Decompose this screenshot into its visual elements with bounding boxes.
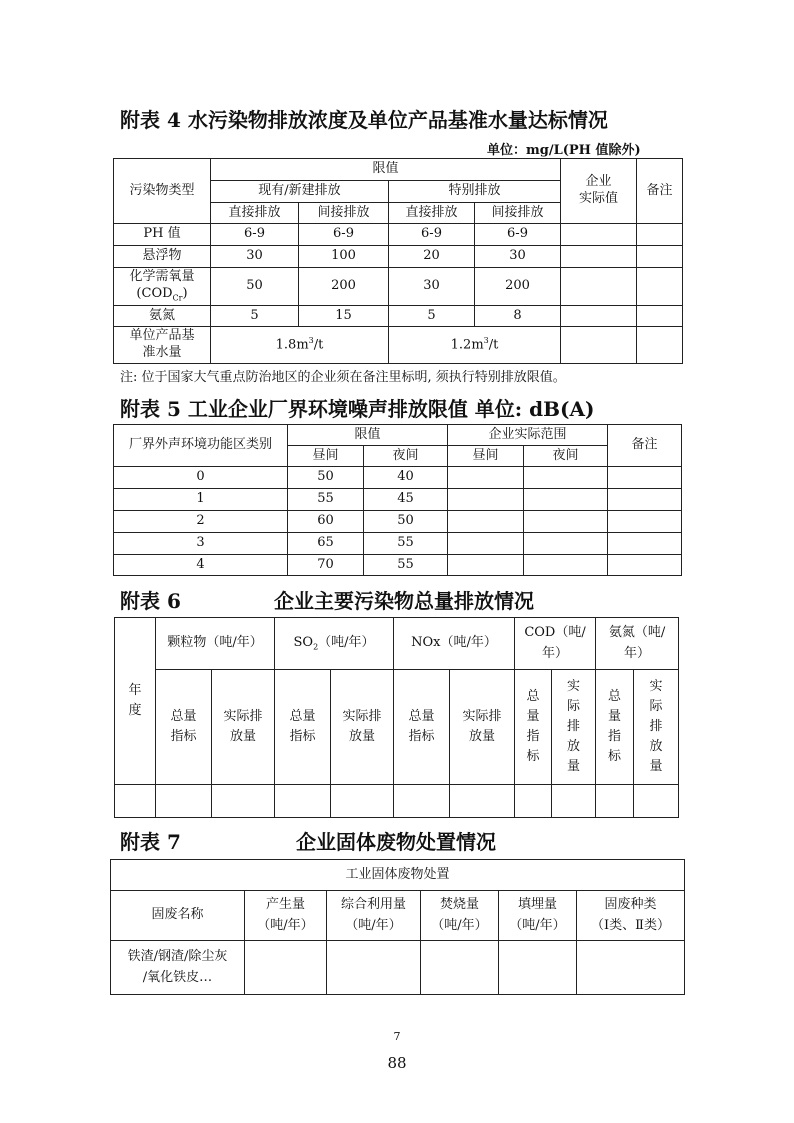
header-actual-vertical: 实 际 排 放 量 (634, 670, 679, 785)
cell: 50 (364, 511, 448, 533)
header-quota: 总量 指标 (275, 670, 331, 785)
table4-note: 注: 位于国家大气重点防治地区的企业须在备注里标明, 须执行特别排放限值。 (120, 370, 566, 385)
header-limit: 限值 (288, 425, 448, 446)
header-generated: 产生量 （吨/年） (245, 891, 327, 941)
cell: 55 (364, 533, 448, 555)
header-existing-new: 现有/新建排放 (211, 181, 389, 203)
header-landfilled: 填埋量 （吨/年） (499, 891, 577, 941)
row-label: 化学需氧量 $(COD_{Cr})$ (114, 268, 211, 306)
header-actual: 实际排 放量 (212, 670, 275, 785)
table-row (114, 268, 683, 306)
header-area-class: 厂界外声环境功能区类别 (114, 425, 288, 467)
table-row (114, 327, 683, 364)
header-year: 年 度 (115, 618, 156, 785)
row-label: 单位产品基 准水量 (114, 327, 211, 364)
header-ammonia: 氨氮（吨/ 年） (596, 618, 679, 670)
cell (275, 785, 331, 818)
cell (561, 268, 637, 306)
cell (608, 555, 682, 576)
table5-noise-limits (113, 424, 682, 576)
cell (524, 489, 608, 511)
table-row (114, 467, 682, 489)
table7-solid-waste (110, 859, 685, 995)
cell (115, 785, 156, 818)
header-remark: 备注 (608, 425, 682, 467)
cell (637, 268, 683, 306)
header-day: 昼间 (288, 446, 364, 467)
cell (577, 941, 685, 995)
table5-title: 附表 5 工业企业厂界环境噪声排放限值 单位: dB(A) (120, 397, 595, 421)
cell: 5 (389, 306, 475, 327)
header-actual-vertical: 实 际 排 放 量 (552, 670, 596, 785)
header-particulate: 颗粒物（吨/年） (156, 618, 275, 670)
cell: 55 (288, 489, 364, 511)
cell (212, 785, 275, 818)
page-number: 7 (393, 1030, 401, 1043)
table4-unit: 单位：mg/L(PH 值除外) (487, 143, 641, 158)
cell (448, 555, 524, 576)
cell (637, 246, 683, 268)
cell: 200 (475, 268, 561, 306)
cell (561, 306, 637, 327)
cell: 0 (114, 467, 288, 489)
cell: 30 (475, 246, 561, 268)
cell (608, 533, 682, 555)
cell (524, 533, 608, 555)
cell (524, 511, 608, 533)
cell: 6-9 (389, 224, 475, 246)
cell (448, 533, 524, 555)
table-row (115, 785, 679, 818)
cell (608, 489, 682, 511)
cell: 40 (364, 467, 448, 489)
header-waste-class: 固废种类 （Ⅰ类、Ⅱ类） (577, 891, 685, 941)
cell: 200 (299, 268, 389, 306)
cell: 6-9 (299, 224, 389, 246)
header-actual-value: 企业 实际值 (561, 159, 637, 224)
cell (156, 785, 212, 818)
cell (552, 785, 596, 818)
cell: 30 (211, 246, 299, 268)
cell (561, 224, 637, 246)
header-quota: 总量 指标 (156, 670, 212, 785)
cell (515, 785, 552, 818)
cell (499, 941, 577, 995)
cell: 4 (114, 555, 288, 576)
table-row (114, 511, 682, 533)
table-row (114, 224, 683, 246)
cell (637, 224, 683, 246)
header-indirect: 间接排放 (475, 203, 561, 224)
cell: $1.8m^3/t$ (211, 327, 389, 364)
table4-water-pollutants (113, 158, 683, 364)
cell: 100 (299, 246, 389, 268)
cell: 70 (288, 555, 364, 576)
cell: 45 (364, 489, 448, 511)
cell: 2 (114, 511, 288, 533)
table-row (114, 306, 683, 327)
cell (561, 246, 637, 268)
cell: 6-9 (211, 224, 299, 246)
cell (450, 785, 515, 818)
header-quota-vertical: 总 量 指 标 (515, 670, 552, 785)
header-cod: COD（吨/ 年） (515, 618, 596, 670)
cell (245, 941, 327, 995)
table4-title: 附表 4 水污染物排放浓度及单位产品基准水量达标情况 (120, 108, 608, 132)
cell (448, 467, 524, 489)
header-day: 昼间 (448, 446, 524, 467)
cell: 65 (288, 533, 364, 555)
table-row (114, 555, 682, 576)
cell (596, 785, 634, 818)
cell: 50 (211, 268, 299, 306)
cell (637, 306, 683, 327)
table6-total-emissions (114, 617, 679, 818)
cell (331, 785, 394, 818)
header-incinerated: 焚烧量 （吨/年） (421, 891, 499, 941)
cell: 50 (288, 467, 364, 489)
table-row (114, 246, 683, 268)
table7-title-label: 附表 7 (120, 830, 181, 854)
cell (448, 511, 524, 533)
cell (448, 489, 524, 511)
header-indirect: 间接排放 (299, 203, 389, 224)
cell: 3 (114, 533, 288, 555)
header-quota-vertical: 总 量 指 标 (596, 670, 634, 785)
header-waste-name: 固废名称 (111, 891, 245, 941)
cell (608, 467, 682, 489)
cell (394, 785, 450, 818)
header-pollutant-type: 污染物类型 (114, 159, 211, 224)
row-label: 铁渣/钢渣/除尘灰 /氧化铁皮… (111, 941, 245, 995)
cell: 5 (211, 306, 299, 327)
cell: $1.2m^3/t$ (389, 327, 561, 364)
cell (421, 941, 499, 995)
cell (608, 511, 682, 533)
cell (634, 785, 679, 818)
row-label: 悬浮物 (114, 246, 211, 268)
table7-title: 企业固体废物处置情况 (296, 830, 496, 854)
cell: 20 (389, 246, 475, 268)
cell: 6-9 (475, 224, 561, 246)
cell: 8 (475, 306, 561, 327)
header-special: 特别排放 (389, 181, 561, 203)
cell (524, 555, 608, 576)
cell (327, 941, 421, 995)
header-nox: NOx（吨/年） (394, 618, 515, 670)
header-solid-waste: 工业固体废物处置 (111, 860, 685, 891)
table6-title: 企业主要污染物总量排放情况 (274, 589, 534, 613)
header-actual-range: 企业实际范围 (448, 425, 608, 446)
header-utilized: 综合利用量 （吨/年） (327, 891, 421, 941)
cell: 60 (288, 511, 364, 533)
cell: 30 (389, 268, 475, 306)
header-actual: 实际排 放量 (331, 670, 394, 785)
table6-title-label: 附表 6 (120, 589, 181, 613)
row-label: 氨氮 (114, 306, 211, 327)
table-row (111, 941, 685, 995)
header-direct: 直接排放 (211, 203, 299, 224)
cell (637, 327, 683, 364)
header-actual: 实际排 放量 (450, 670, 515, 785)
cell: 1 (114, 489, 288, 511)
header-so2: $SO_2$（吨/年） (275, 618, 394, 670)
cell (524, 467, 608, 489)
cell: 15 (299, 306, 389, 327)
header-night: 夜间 (524, 446, 608, 467)
table-row (114, 533, 682, 555)
header-direct: 直接排放 (389, 203, 475, 224)
page-number-outer: 88 (387, 1054, 407, 1072)
cell: 55 (364, 555, 448, 576)
row-label: PH 值 (114, 224, 211, 246)
cell (561, 327, 637, 364)
header-remark: 备注 (637, 159, 683, 224)
header-quota: 总量 指标 (394, 670, 450, 785)
header-limit: 限值 (211, 159, 561, 181)
header-night: 夜间 (364, 446, 448, 467)
table-row (114, 489, 682, 511)
